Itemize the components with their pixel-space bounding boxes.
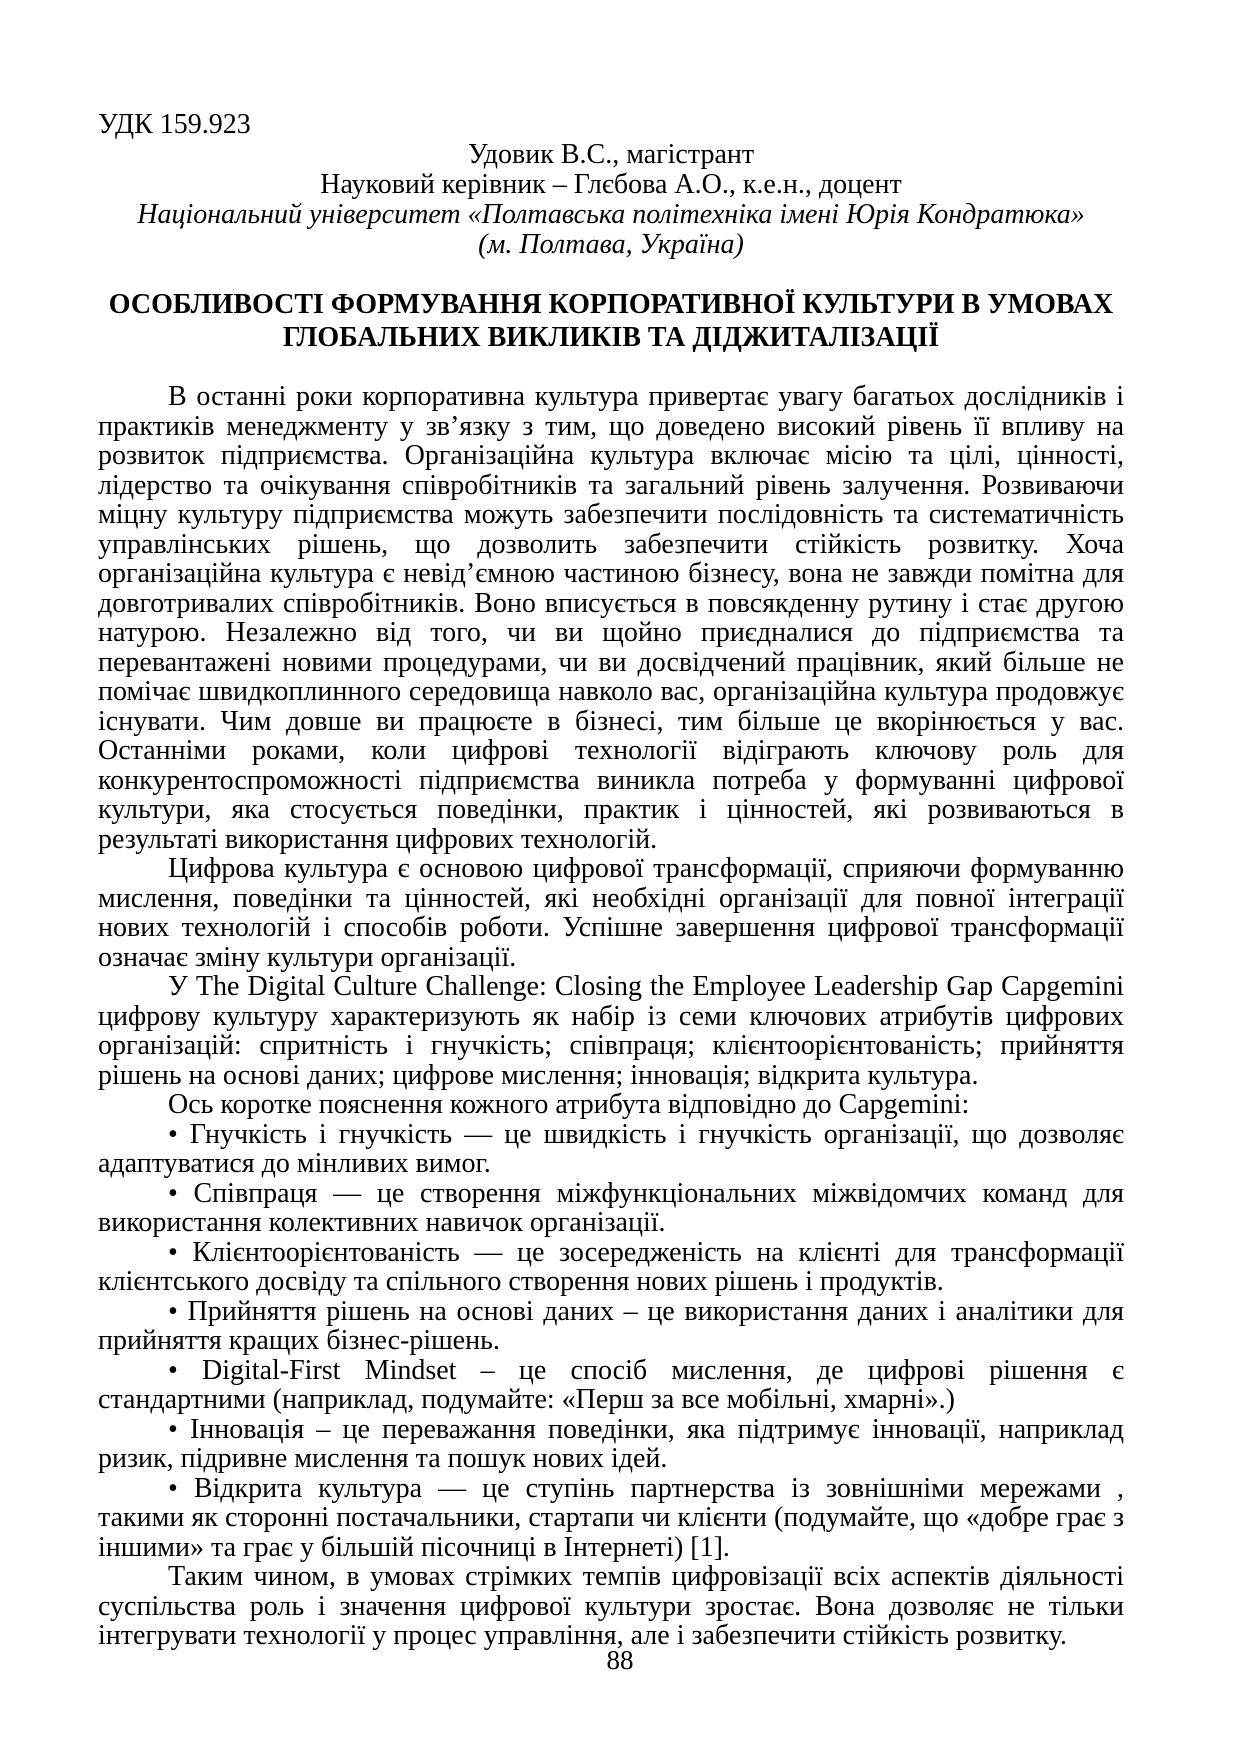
bullet-item: • Digital-First Mindset – це спосіб мислення, де цифрові рішення є стандартними (наприклад, подумайте: «Перш за все мобільні, хмарні».) [98,1354,1124,1415]
body-paragraph: Ось коротке пояснення кожного атрибута відповідно до Capgemini: [168,1089,970,1120]
body-paragraph: Цифрова культура є основою цифрової трансформації, сприяючи формуванню мислення, поведінки та цінностей, які необхідні організації для повної інтеграції нових технологій і способів роботи. Успішне завершення цифрової трансформації означає зміну культури організації. [98,853,1124,973]
bullet-item: • Клієнтоорієнтованість — це зосередженість на клієнті для трансформації клієнтського досвіду та спільного створення нових рішень і продуктів. [98,1236,1124,1297]
bullet-item: • Співпраця — це створення міжфункціональних міжвідомчих команд для використання колективних навичок організації. [98,1177,1124,1238]
bullet-item: • Відкрита культура — це ступінь партнерства із зовнішніми мережами , такими як сторонні постачальники, стартапи чи клієнти (подумайте, що «добре грає з іншими» та грає у більшій пісочниці в Інтернеті) [1]. [98,1472,1124,1563]
article-title [98,288,1124,354]
article-body [98,382,1124,1651]
supervisor-line: Науковий керівник – Глєбова А.О., к.е.н., доцент [320,169,902,200]
body-paragraph: Таким чином, в умовах стрімких темпів цифровізації всіх аспектів діяльності суспільства роль і значення цифрової культури зростає. Вона дозволяє не тільки інтегрувати технології у процес управління, але і забезпечити стійкість розвитку. [98,1561,1124,1651]
article-title-line1: ОСОБЛИВОСТІ ФОРМУВАННЯ КОРПОРАТИВНОЇ КУЛЬТУРИ В УМОВАХ [108,289,1114,320]
article-title-line2: ГЛОБАЛЬНИХ ВИКЛИКІВ ТА ДІДЖИТАЛІЗАЦІЇ [282,322,940,353]
udc-code: УДК 159.923 [98,109,251,140]
body-paragraph: У The Digital Culture Challenge: Closing the Employee Leadership Gap Capgemini цифрову культуру характеризують як набір із семи ключових атрибутів цифрових організацій: спритність і гнучкість; співпраця; клієнтоорієнтованість; прийняття рішень на основі даних; цифрове мислення; інновація; відкрита культура. [98,971,1124,1091]
bullet-item: • Гнучкість і гнучкість — це швидкість і гнучкість організації, що дозволяє адаптуватися до мінливих вимог. [98,1118,1124,1179]
body-paragraph: В останні роки корпоративна культура привертає увагу багатьох дослідників і практиків менеджменту у зв’язку з тим, що доведено високий рівень її впливу на розвиток підприємства. Організаційна культура включає місію та цілі, цінності, лідерство та очікування співробітників та загальний рівень залучення. Розвиваючи міцну культуру підприємства можуть забезпечити послідовність та систематичність управлінських рішень, що дозволить забезпечити стійкість розвитку. Хоча організаційна культура є невід’ємною частиною бізнесу, вона не завжди помітна для довготривалих співробітників. Воно вписується в повсякденну рутину і стає другою натурою. Незалежно від того, чи ви щойно приєдналися до підприємства та перевантажені новими процедурами, чи ви досвідчений працівник, який більше не помічає швидкоплинного середовища навколо вас, організаційна культура продовжує існувати. Чим довше ви працюєте в бізнесі, тим більше це вкорінюється у вас. Останніми роками, коли цифрові технології відіграють ключову роль для конкурентоспроможності підприємства виникла потреба у формуванні цифрової культури, яка стосується поведінки, практик і цінностей, які розвиваються в результаті використання цифрових технологій. [98,381,1124,855]
author-line: Удовик В.С., магістрант [467,139,755,170]
bullet-item: • Прийняття рішень на основі даних – це використання даних і аналітики для прийняття кращих бізнес-рішень. [98,1295,1124,1356]
page-number: 88 [606,1645,634,1675]
location-line: (м. Полтава, Україна) [478,229,744,260]
bullet-item: • Інновація – це переважання поведінки, яка підтримує інновації, наприклад ризик, підривне мислення та пошук нових ідей. [98,1413,1124,1474]
affiliation-line: Національний університет «Полтавська політехніка імені Юрія Кондратюка» [137,199,1085,230]
